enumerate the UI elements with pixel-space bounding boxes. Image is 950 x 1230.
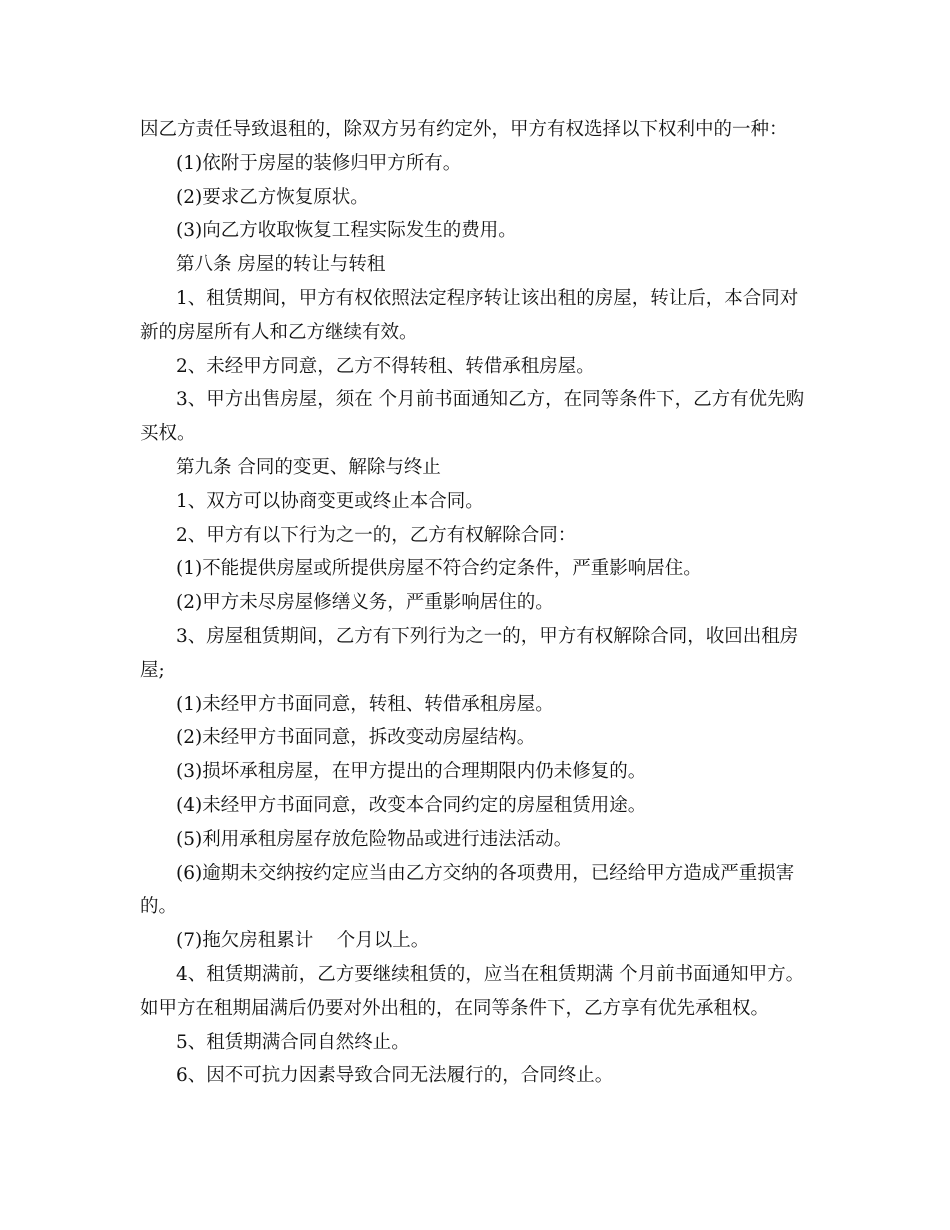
text-line: 3、甲方出售房屋，须在 个月前书面通知乙方，在同等条件下，乙方有优先购 (176, 389, 805, 411)
text-line: (2)要求乙方恢复原状。 (176, 186, 369, 208)
text-line: (3)损坏承租房屋，在甲方提出的合理期限内仍未修复的。 (176, 761, 647, 783)
text-line: 1、双方可以协商变更或终止本合同。 (176, 490, 484, 512)
text-line: 4、租赁期满前，乙方要继续租赁的，应当在租赁期满 个月前书面通知甲方。 (176, 963, 805, 985)
text-line: 2、未经甲方同意，乙方不得转租、转借承租房屋。 (176, 355, 595, 377)
text-line: 第八条 房屋的转让与转租 (176, 254, 386, 276)
text-line: 的。 (140, 896, 178, 918)
text-line: (1)不能提供房屋或所提供房屋不符合约定条件，严重影响居住。 (176, 558, 702, 580)
text-line: 如甲方在租期届满后仍要对外出租的，在同等条件下，乙方享有优先承租权。 (140, 997, 770, 1019)
text-line: (4)未经甲方书面同意，改变本合同约定的房屋租赁用途。 (176, 794, 647, 816)
text-line: 新的房屋所有人和乙方继续有效。 (140, 321, 418, 343)
text-line: 6、因不可抗力因素导致合同无法履行的，合同终止。 (176, 1065, 614, 1087)
text-line: 第九条 合同的变更、解除与终止 (176, 456, 441, 478)
text-line: (7)拖欠房租累计 个月以上。 (176, 930, 430, 952)
text-line: (1)未经甲方书面同意，转租、转借承租房屋。 (176, 693, 554, 715)
text-line: (1)依附于房屋的装修归甲方所有。 (176, 152, 462, 174)
text-line: 屋; (140, 659, 165, 681)
text-line: 3、房屋租赁期间，乙方有下列行为之一的，甲方有权解除合同，收回出租房 (176, 625, 799, 647)
text-line: 5、租赁期满合同自然终止。 (176, 1031, 410, 1053)
text-line: (2)甲方未尽房屋修缮义务，严重影响居住的。 (176, 592, 554, 614)
text-line: 买权。 (140, 423, 196, 445)
text-line: 1、租赁期间，甲方有权依照法定程序转让该出租的房屋，转让后，本合同对 (176, 287, 799, 309)
text-line: (3)向乙方收取恢复工程实际发生的费用。 (176, 220, 517, 242)
text-line: 因乙方责任导致退租的，除双方另有约定外，甲方有权选择以下权利中的一种： (140, 119, 788, 140)
text-line: (2)未经甲方书面同意，拆改变动房屋结构。 (176, 727, 536, 749)
document-body (140, 113, 816, 1093)
text-line: 2、甲方有以下行为之一的，乙方有权解除合同： (176, 524, 577, 546)
text-line: (6)逾期未交纳按约定应当由乙方交纳的各项费用，已经给甲方造成严重损害 (176, 862, 795, 884)
text-line: (5)利用承租房屋存放危险物品或进行违法活动。 (176, 828, 573, 850)
